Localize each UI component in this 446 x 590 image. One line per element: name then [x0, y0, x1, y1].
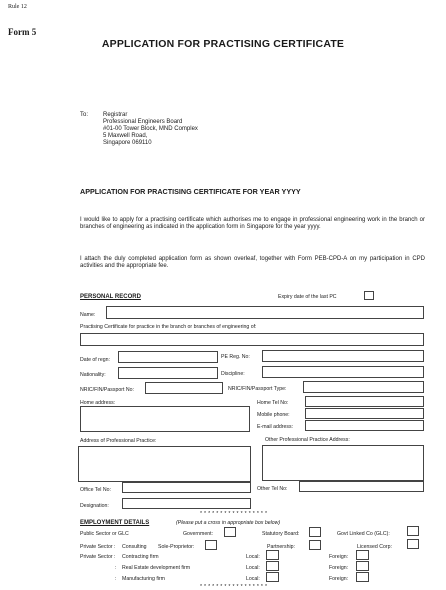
real-estate-foreign-checkbox[interactable] — [356, 561, 369, 571]
designation-label: Designation: — [80, 503, 109, 509]
other-tel-field[interactable] — [299, 481, 424, 492]
stars-divider-bottom: * * * * * * * * * * * * * * * * * — [200, 584, 268, 590]
govt-linked-checkbox[interactable] — [407, 526, 419, 536]
other-address-field[interactable] — [262, 445, 424, 481]
government-label: Government: — [183, 531, 213, 537]
nationality-field[interactable] — [118, 367, 218, 379]
mobile-field[interactable] — [305, 408, 424, 419]
employment-note: (Please put a cross in appropriate box below) — [176, 520, 281, 526]
mobile-label: Mobile phone: — [257, 412, 290, 418]
contracting-foreign-checkbox[interactable] — [356, 550, 369, 560]
form-number: Form 5 — [8, 27, 37, 37]
partnership-label: Partnership: — [267, 544, 295, 550]
address-line: #01-00 Tower Block, MND Complex — [103, 126, 198, 132]
consulting-label: Consulting — [122, 544, 147, 550]
manufacturing-local-checkbox[interactable] — [266, 572, 279, 582]
prof-address-label: Address of Professional Practice: — [80, 438, 157, 444]
other-address-label: Other Professional Practice Address: — [265, 437, 350, 443]
foreign-label: Foreign: — [329, 576, 349, 582]
licensed-corp-label: Licensed Corp: — [357, 544, 392, 550]
licensed-corp-checkbox[interactable] — [407, 539, 419, 549]
local-label: Local: — [246, 576, 260, 582]
address-line: Professional Engineers Board — [103, 119, 183, 125]
local-label: Local: — [246, 565, 260, 571]
govt-linked-label: Govt Linked Co (GLC): — [337, 531, 390, 537]
to-label: To: — [80, 112, 89, 118]
sole-prop-label: Sole-Proprietor: — [158, 544, 195, 550]
sole-prop-checkbox[interactable] — [205, 540, 217, 550]
attachment-paragraph: I attach the duly completed application form as shown overleaf, together with Form PEB-CPD-A on my participation in CPD activities and the appropriate fee. — [80, 256, 425, 269]
date-regn-field[interactable] — [118, 351, 218, 363]
colon: : — [115, 576, 117, 582]
office-tel-label: Office Tel No: — [80, 487, 111, 493]
discipline-label: Discipline: — [221, 371, 245, 377]
expiry-label: Expiry date of the last PC — [278, 294, 337, 300]
page-title: APPLICATION FOR PRACTISING CERTIFICATE — [101, 38, 345, 50]
contracting-label: Contracting firm — [122, 554, 159, 560]
colon: : — [115, 565, 117, 571]
address-line: Registrar — [103, 112, 128, 118]
employment-heading: EMPLOYMENT DETAILS — [80, 520, 150, 526]
discipline-field[interactable] — [262, 366, 424, 378]
name-field[interactable] — [106, 306, 424, 319]
subtitle: APPLICATION FOR PRACTISING CERTIFICATE FOR YEAR YYYY — [80, 187, 301, 196]
manufacturing-label: Manufacturing firm — [122, 576, 165, 582]
private-sector-label: Private Sector : — [80, 544, 116, 550]
real-estate-local-checkbox[interactable] — [266, 561, 279, 571]
statutory-label: Statutory Board: — [262, 531, 300, 537]
nric-type-field[interactable] — [303, 381, 424, 393]
public-sector-label: Public Sector or GLC — [80, 531, 129, 537]
address-line: 5 Maxwell Road, — [103, 133, 148, 139]
branch-label: Practising Certificate for practice in the branch or branches of engineering of: — [80, 324, 257, 330]
nric-field[interactable] — [145, 382, 223, 394]
stars-divider: * * * * * * * * * * * * * * * * * — [200, 511, 268, 517]
partnership-checkbox[interactable] — [309, 540, 321, 550]
real-estate-label: Real Estate development firm — [122, 565, 191, 571]
designation-field[interactable] — [122, 498, 251, 509]
other-tel-label: Other Tel No: — [257, 486, 288, 492]
prof-address-field[interactable] — [78, 446, 251, 482]
personal-record-heading: PERSONAL RECORD — [80, 294, 141, 300]
foreign-label: Foreign: — [329, 565, 349, 571]
contracting-local-checkbox[interactable] — [266, 550, 279, 560]
email-field[interactable] — [305, 420, 424, 431]
address-line: Singapore 069110 — [103, 140, 152, 146]
pe-reg-label: PE Reg. No: — [221, 354, 250, 360]
home-address-field[interactable] — [80, 406, 250, 432]
office-tel-field[interactable] — [122, 482, 251, 493]
foreign-label: Foreign: — [329, 554, 349, 560]
local-label: Local: — [246, 554, 260, 560]
home-address-label: Home address: — [80, 400, 116, 406]
nric-label: NRIC/FIN/Passport No: — [80, 387, 134, 393]
registrar-address — [103, 112, 198, 147]
private-sector-label-2: Private Sector : — [80, 554, 116, 560]
pe-reg-field[interactable] — [262, 350, 424, 362]
statutory-checkbox[interactable] — [309, 527, 321, 537]
nric-type-label: NRIC/FIN/Passport Type: — [228, 386, 287, 392]
government-checkbox[interactable] — [224, 527, 236, 537]
expiry-field[interactable] — [364, 291, 374, 300]
branch-field[interactable] — [80, 333, 424, 346]
nationality-label: Nationality: — [80, 372, 106, 378]
manufacturing-foreign-checkbox[interactable] — [356, 572, 369, 582]
email-label: E-mail address: — [257, 424, 294, 430]
home-tel-field[interactable] — [305, 396, 424, 407]
declaration-paragraph: I would like to apply for a practising certificate which authorises me to engage in professional engineering work in the branch or branches of engineering as indicated in the application form in Singapore for the year yyyy. — [80, 217, 425, 230]
name-label: Name: — [80, 312, 96, 318]
date-regn-label: Date of regn: — [80, 357, 110, 363]
rule-number: Rule 12 — [8, 4, 27, 10]
home-tel-label: Home Tel No: — [257, 400, 289, 406]
